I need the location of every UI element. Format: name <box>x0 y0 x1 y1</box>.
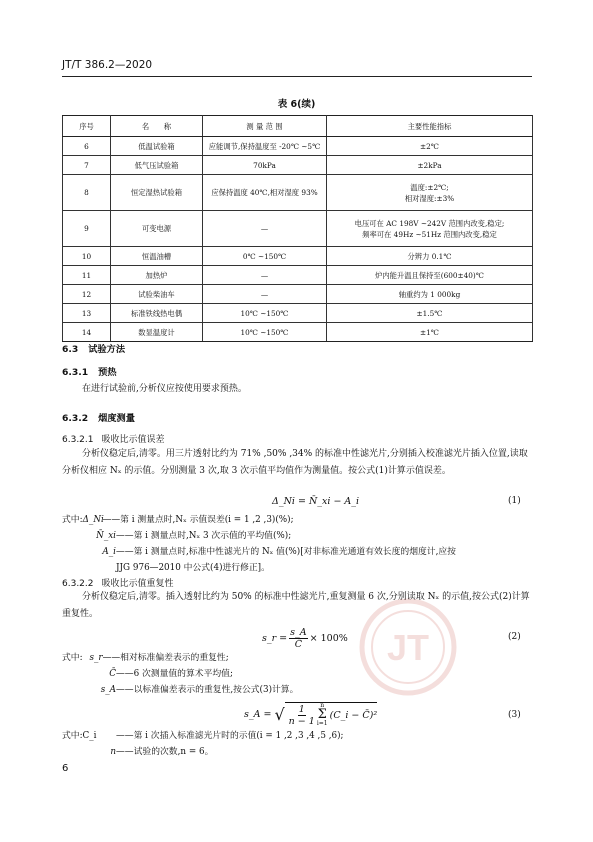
section-title: 吸收比示值误差 <box>101 435 165 445</box>
definition-text: ——第 i 次插入标准滤光片时的示值(i = 1 ,2 ,3 ,4 ,5 ,6); <box>116 731 344 741</box>
section-6-3-2-2-heading <box>62 576 174 589</box>
formula-lhs: s_A = <box>244 709 272 720</box>
section-title: 试验方法 <box>88 344 126 355</box>
column-header: 序号 <box>63 116 111 137</box>
numerator: s_A <box>290 627 307 638</box>
spec-cell: 轴重约为 1 000kg <box>327 285 533 304</box>
spec-cell: 炉内能升温且保持至(600±40)℃ <box>327 266 533 285</box>
formula-3-definitions <box>62 728 532 760</box>
row-number-cell: 7 <box>63 156 111 175</box>
range-cell: 70kPa <box>203 156 327 175</box>
range-cell: 10℃ ~150℃ <box>203 323 327 342</box>
section-number: 6.3.1 <box>62 367 89 378</box>
document-code: JT/T 386.2—2020 <box>62 59 153 71</box>
section-6-3-2-heading <box>62 410 135 424</box>
section-title: 烟度测量 <box>98 413 135 424</box>
table-row <box>63 137 533 156</box>
definition-row <box>62 544 532 560</box>
denominator: C̄ <box>294 639 303 650</box>
symbol: A_i <box>102 547 116 557</box>
name-cell: 恒温油槽 <box>111 247 203 266</box>
definition-text: ——第 i 测量点时,标准中性滤光片的 Nₓ 值(%)[对非标准光通道有效长度的烟度计,应按 <box>116 547 456 557</box>
range-cell: — <box>203 285 327 304</box>
symbol: n <box>110 747 116 757</box>
sigma-icon: Σ <box>317 707 327 722</box>
repeatability-paragraph: 分析仪稳定后,清零。插入透射比约为 50% 的标准中性滤光片,重复测量 6 次,分别读取 Nₓ 的示值,按公式(2)计算重复性。 <box>62 592 530 619</box>
spec-cell: ±2℃ <box>327 137 533 156</box>
where-label: 式中: <box>62 515 83 525</box>
definition-text: ——第 i 测量点时,Nₓ 3 次示值的平均值(%); <box>116 531 292 541</box>
preheat-paragraph: 在进行试验前,分析仪应按使用要求预热。 <box>82 384 247 394</box>
definition-row <box>62 650 532 666</box>
equipment-table <box>62 115 533 342</box>
formula-2 <box>262 627 348 650</box>
table-header-row <box>63 116 533 137</box>
row-number-cell: 9 <box>63 211 111 247</box>
name-cell: 标准铁线热电偶 <box>111 304 203 323</box>
row-number-cell: 13 <box>63 304 111 323</box>
stamp-text: JT <box>386 627 430 668</box>
spec-cell: ±1.5℃ <box>327 304 533 323</box>
sum-term: (C_i − C̄)² <box>329 709 378 721</box>
definition-text: ——相对标准偏差表示的重复性; <box>102 653 229 663</box>
name-cell: 低气压试验箱 <box>111 156 203 175</box>
symbol: 式中:C_i <box>62 731 97 741</box>
formula-lhs: s_r = <box>262 633 288 644</box>
section-number: 6.3.2 <box>62 413 89 424</box>
absorption-error-paragraph: 分析仪稳定后,清零。用三片透射比约为 71% ,50% ,34% 的标准中性滤光片,分别插入校准滤光片插入位置,读取分析仪相应 Nₓ 的示值。分别测量 3 次,取 3 次示值平均值作为测量值。按公式(1)计算示值误差。 <box>62 449 528 476</box>
name-cell: 低温试验箱 <box>111 137 203 156</box>
row-number-cell: 10 <box>63 247 111 266</box>
definition-text: ——试验的次数,n = 6。 <box>116 747 214 757</box>
row-number-cell: 6 <box>63 137 111 156</box>
table-row <box>63 247 533 266</box>
sum-lower: i=1 <box>316 720 328 727</box>
radicand <box>285 702 377 727</box>
section-number: 6.3.2.2 <box>62 579 94 589</box>
formula-1: Δ_Ni = N̄_xi − A_i <box>272 496 360 507</box>
range-cell: 应能调节,保持温度至 -20℃ ~5℃ <box>203 137 327 156</box>
symbol: Δ_Ni <box>82 515 104 525</box>
table-row <box>63 266 533 285</box>
definition-row <box>62 528 532 544</box>
table-row <box>63 211 533 247</box>
section-number: 6.3 <box>62 344 79 355</box>
section-title: 预热 <box>98 367 117 378</box>
sqrt-icon: √ <box>274 705 285 724</box>
name-cell: 加热炉 <box>111 266 203 285</box>
spec-cell: 分辨力 0.1℃ <box>327 247 533 266</box>
definition-row <box>62 744 532 760</box>
spec-cell: ±1℃ <box>327 323 533 342</box>
column-header: 主要性能指标 <box>327 116 533 137</box>
definition-row <box>62 666 532 682</box>
denominator: n − 1 <box>288 715 315 727</box>
where-label: 式中: <box>62 653 83 663</box>
name-cell: 数显温度计 <box>111 323 203 342</box>
table-row <box>63 304 533 323</box>
row-number-cell: 8 <box>63 175 111 211</box>
spec-cell: 电压可在 AC 198V ~242V 范围内改变,稳定; 频率可在 49Hz ~51Hz 范围内改变,稳定 <box>327 211 533 247</box>
range-cell: 0℃ ~150℃ <box>203 247 327 266</box>
row-number-cell: 14 <box>63 323 111 342</box>
definition-row <box>62 682 532 698</box>
section-6-3-2-1-heading <box>62 432 165 445</box>
table-title: 表 6(续) <box>277 99 316 110</box>
definition-text: ——6 次测量值的算术平均值; <box>116 669 233 679</box>
formula-1-definitions <box>62 512 532 576</box>
table-row <box>63 323 533 342</box>
name-cell: 可变电源 <box>111 211 203 247</box>
jt-stamp-watermark <box>358 597 458 697</box>
equation-number: (2) <box>508 632 521 642</box>
section-title: 吸收比示值重复性 <box>101 579 174 589</box>
spec-cell: ±2kPa <box>327 156 533 175</box>
definition-row <box>62 560 532 576</box>
section-6-3-heading <box>62 341 125 355</box>
formula-rhs: × 100% <box>309 633 348 644</box>
row-number-cell: 12 <box>63 285 111 304</box>
section-6-3-1-heading <box>62 364 117 378</box>
header-rule <box>62 76 532 77</box>
symbol <box>96 560 116 576</box>
symbol: N̄_xi <box>96 531 116 541</box>
row-number-cell: 11 <box>63 266 111 285</box>
range-cell: — <box>203 266 327 285</box>
page-number: 6 <box>62 763 69 774</box>
table-row <box>63 285 533 304</box>
definition-text: ——第 i 测量点时,Nₓ 示值误差(i = 1 ,2 ,3)(%); <box>102 515 294 525</box>
section-number: 6.3.2.1 <box>62 435 94 445</box>
definition-row <box>62 512 532 528</box>
fraction <box>289 704 315 727</box>
numerator: 1 <box>298 703 305 715</box>
range-cell: 应保持温度 40℃,相对湿度 93% <box>203 175 327 211</box>
equation-number: (3) <box>508 710 521 720</box>
sum-upper: n <box>320 702 325 709</box>
definition-text: JJG 976—2010 中公式(4)进行修正]。 <box>116 563 270 573</box>
name-cell: 恒定湿热试验箱 <box>111 175 203 211</box>
column-header: 名 称 <box>111 116 203 137</box>
range-cell: — <box>203 211 327 247</box>
range-cell: 10℃ ~150℃ <box>203 304 327 323</box>
table-row <box>63 156 533 175</box>
formula-3 <box>244 702 377 727</box>
column-header: 测 量 范 围 <box>203 116 327 137</box>
symbol: C̄ <box>109 669 116 679</box>
definition-text: ——以标准偏差表示的重复性,按公式(3)计算。 <box>116 685 299 695</box>
spec-cell: 温度:±2℃; 相对湿度:±3% <box>327 175 533 211</box>
formula-2-definitions <box>62 650 532 698</box>
name-cell: 试验柴油车 <box>111 285 203 304</box>
definition-row <box>62 728 532 744</box>
symbol: s_A <box>100 685 116 695</box>
table-row <box>63 175 533 211</box>
summation <box>317 703 328 727</box>
symbol: s_r <box>89 653 103 663</box>
equation-number: (1) <box>508 496 521 506</box>
fraction <box>289 627 308 650</box>
